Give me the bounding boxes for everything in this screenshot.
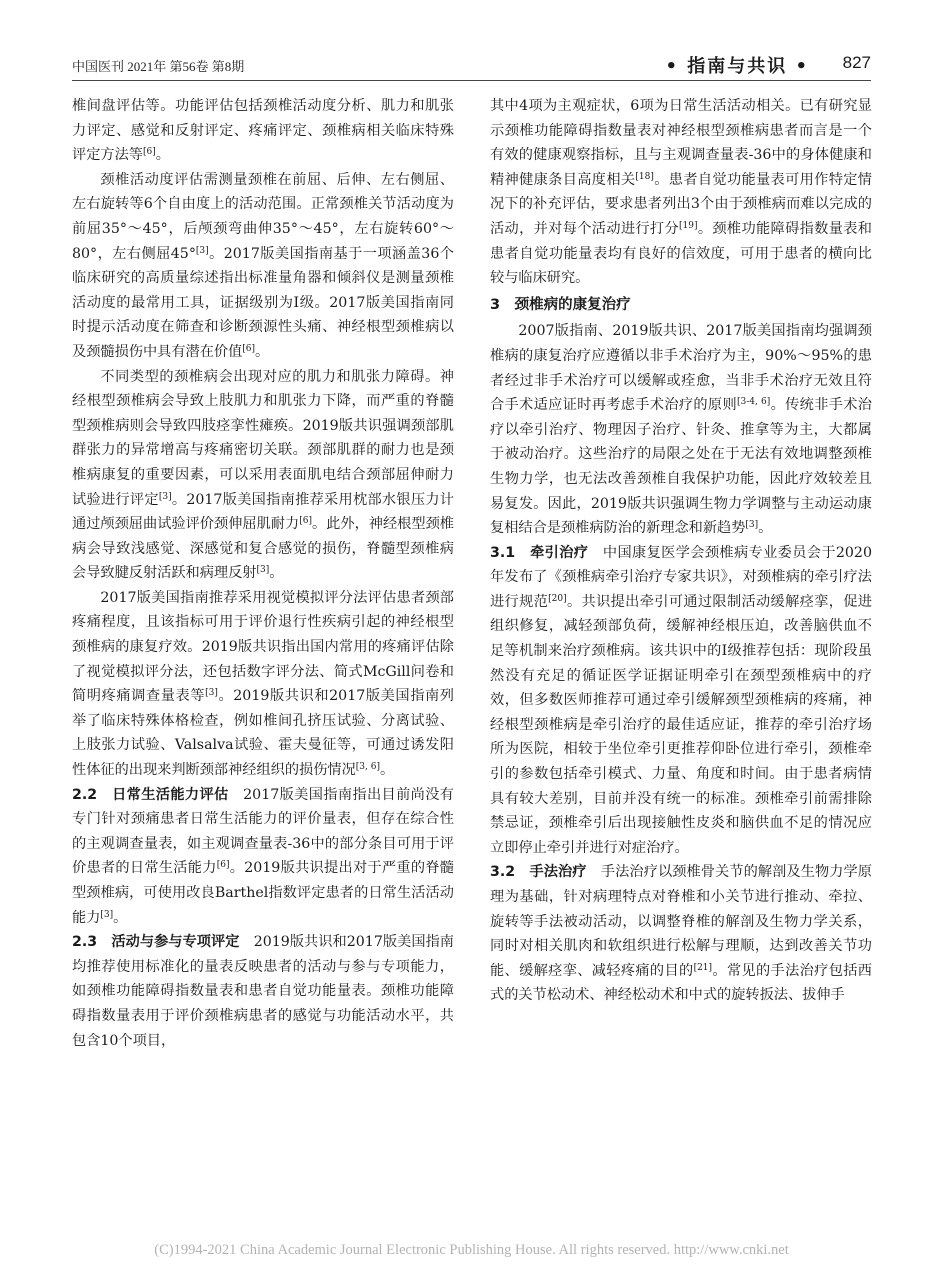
subsection-heading: 2.3 活动与参与专项评定 [72,934,240,951]
paragraph: 3.1 牵引治疗 中国康复医学会颈椎病专业委员会于2020年发布了《颈椎病牵引治疗专家共识》，对颈椎病的牵引疗法进行规范[20]。共识提出牵引可通过限制活动缓解痉挛，促进组织修复，减轻颈部负荷，缓解神经根压迫，改善脑供血不足等机制来治疗颈椎病。该共识中的Ⅰ级推荐包括：现阶段虽然没有充足的循证医学证据证明牵引在颈型颈椎病中的疗效，但多数医师推荐可通过牵引缓解颈型颈椎病的疼痛，神经根型颈椎病是牵引治疗的最佳适应证，推荐的牵引治疗场所为医院，相较于坐位牵引更推荐仰卧位进行牵引，颈椎牵引的参数包括牵引模式、力量、角度和时间。由于患者病情具有较大差别，目前并没有统一的标准。颈椎牵引前需排除禁忌证，颈椎牵引后出现接触性皮炎和脑供血不足的情况应立即停止牵引并进行对症治疗。 [490,544,872,856]
subsection-heading: 3.2 手法治疗 [490,864,587,881]
left-column [72,94,454,1053]
copyright-footer: (C)1994-2021 China Academic Journal Electronic Publishing House. All rights reserved. http://www.cnki.net [154,1242,789,1258]
section-label: • 指南与共识 • [665,56,809,77]
paragraph: 2.3 活动与参与专项评定 2019版共识和2017版美国指南均推荐使用标准化的量表反映患者的活动与参与专项能力，如颈椎功能障碍指数量表和患者自觉功能量表。颈椎功能障碍指数量表用于评价颈椎病患者的感觉与功能活动水平，共包含10个项目， [72,934,454,1049]
paragraph: 其中4项为主观症状，6项为日常生活活动相关。已有研究显示颈椎功能障碍指数量表对神经根型颈椎病患者而言是一个有效的健康观察指标，且与主观调查量表-36中的身体健康和精神健康条目高度相关[18]。患者自觉功能量表可用作特定情况下的补充评估，要求患者列出3个由于颈椎病而难以完成的活动，并对每个活动进行打分[19]。颈椎功能障碍指数量表和患者自觉功能量表均有良好的信效度，可用于患者的横向比较与临床研究。 [490,98,872,287]
subsection-heading: 3.1 牵引治疗 [490,544,589,561]
paragraph: 椎间盘评估等。功能评估包括颈椎活动度分析、肌力和肌张力评定、感觉和反射评定、疼痛评定、颈椎病相关临床特殊评定方法等[6]。 [72,98,454,164]
running-header [72,52,871,81]
subsection-heading: 2.2 日常生活能力评估 [72,786,229,803]
paragraph: 2.2 日常生活能力评估 2017版美国指南指出目前尚没有专门针对颈痛患者日常生活能力的评价量表，但存在综合性的主观调查量表，如主观调查量表-36中的部分条目可用于评价患者的日常生活能力[6]。2019版共识提出对于严重的脊髓型颈椎病，可使用改良Barthel指数评定患者的日常生活活动能力[3]。 [72,786,454,926]
right-column [490,94,872,1008]
paragraph: 颈椎活动度评估需测量颈椎在前屈、后伸、左右侧屈、左右旋转等6个自由度上的活动范围。正常颈椎关节活动度为前屈35°～45°，后颅颈弯曲伸35°～45°，左右旋转60°～80°，左右侧屈45°[3]。2017版美国指南基于一项涵盖36个临床研究的高质量综述指出标准量角器和倾斜仪是测量颈椎活动度的最常用工具，证据级别为Ⅰ级。2017版美国指南同时提示活动度在筛查和诊断颈源性头痛、神经根型颈椎病以及颈髓损伤中具有潜在价值[6]。 [72,171,454,360]
paragraph: 2007版指南、2019版共识、2017版美国指南均强调颈椎病的康复治疗应遵循以非手术治疗为主，90%～95%的患者经过非手术治疗可以缓解或痊愈，当非手术治疗无效且符合手术适应证时再考虑手术治疗的原则[3-4, 6]。传统非手术治疗以牵引治疗、物理因子治疗、针灸、推拿等为主，大都属于被动治疗。这些治疗的局限之处在于无法有效地调整颈椎生物力学，也无法改善颈椎自我保护功能，因此疗效较差且易复发。因此，2019版共识强调生物力学调整与主动运动康复相结合是颈椎病防治的新理念和新趋势[3]。 [490,323,872,537]
page-number: 827 [842,53,871,72]
journal-citation: 中国医刊 2021年 第56卷 第8期 [72,59,245,74]
section-heading: 3 颈椎病的康复治疗 [490,296,631,313]
paragraph: 2017版美国指南推荐采用视觉模拟评分法评估患者颈部疼痛程度，且该指标可用于评价退行性疾病引起的神经根型颈椎病的康复疗效。2019版共识指出国内常用的疼痛评估除了视觉模拟评分法，还包括数字评分法、简式McGill问卷和简明疼痛调查量表等[3]。2019版共识和2017版美国指南列举了临床特殊体格检查，例如椎间孔挤压试验、分离试验、上肢张力试验、Valsalva试验、霍夫曼征等，可通过诱发阳性体征的出现来判断颈部神经组织的损伤情况[3, 6]。 [72,589,454,779]
paragraph: 不同类型的颈椎病会出现对应的肌力和肌张力障碍。神经根型颈椎病会导致上肢肌力和肌张力下降，而严重的脊髓型颈椎病则会导致四肢痉挛性瘫痪。2019版共识强调颈部肌群张力的异常增高与疼痛密切关联。颈部肌群的耐力也是颈椎病康复的重要因素，可以采用表面肌电结合颈部屈伸耐力试验进行评定[3]。2017版美国指南推荐采用枕部水银压力计通过颅颈屈曲试验评价颈伸屈肌耐力[6]。此外，神经根型颈椎病会导致浅感觉、深感觉和复合感觉的损伤，脊髓型颈椎病会导致腱反射活跃和病理反射[3]。 [72,368,454,582]
paragraph: 3.2 手法治疗 手法治疗以颈椎骨关节的解剖及生物力学原理为基础，针对病理特点对脊椎和小关节进行推动、牵拉、旋转等手法被动活动，以调整脊椎的解剖及生物力学关系，同时对相关肌肉和软组织进行松解与理顺，达到改善关节功能、缓解痉挛、减轻疼痛的目的[21]。常见的手法治疗包括西式的关节松动术、神经松动术和中式的旋转扳法、拔伸手 [490,864,872,1004]
